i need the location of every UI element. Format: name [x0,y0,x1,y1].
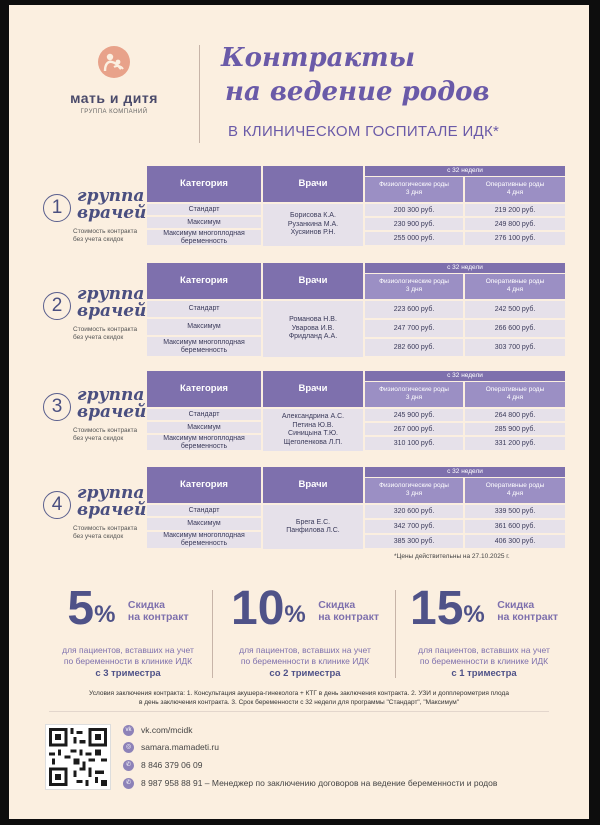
doctor-name: Синицына Т.Ю. [288,430,338,437]
doctor-name: Брега Е.С. [295,518,331,526]
group-title-line-2: врачей [77,301,147,321]
category-cell: Максимум [147,319,261,336]
contact-text[interactable]: samara.mamadeti.ru [141,742,219,752]
group-title-line-2: врачей [77,402,147,422]
category-cell: Стандарт [147,301,261,318]
header-doctors: Врачи [263,467,363,503]
price-operative: 276 100 руб. [465,232,565,246]
header-category: Категория [147,467,261,503]
doctor-name: Щеголенкова Л.П. [283,438,343,446]
logo-subtitle: ГРУППА КОМПАНИЙ [80,109,148,115]
category-cell: Максимум многоплодная беременность [147,337,261,357]
header-doctors: Врачи [263,166,363,202]
price-physiological: 267 000 руб. [365,423,463,436]
price-physiological: 230 900 руб. [365,218,463,231]
doctor-name: Фридланд А.А. [288,333,338,341]
header-since: с 32 недели [365,371,565,381]
footer-divider [49,711,549,712]
price-physiological: 245 900 руб. [365,409,463,422]
header-since: с 32 недели [365,467,565,477]
contract-conditions [49,689,549,707]
header-category: Категория [147,166,261,202]
group-note-line-2: без учета скидок [73,533,124,540]
discount-label-line-1: Скидка [127,599,165,611]
price-table-group-4 [147,467,565,549]
group-note [73,427,137,443]
discount-label [318,599,379,623]
price-physiological: 310 100 руб. [365,437,463,451]
price-operative: 249 800 руб. [465,218,565,231]
header-operative-text: Оперативные роды 4 дня [485,181,545,196]
group-number: 1 [43,194,71,222]
header-operative [465,177,565,202]
price-operative: 361 600 руб. [465,520,565,534]
discount-label [497,599,558,623]
discount-block-10 [220,582,390,679]
discount-value: 15 [410,582,464,635]
discount-text-line-1: для пациентов, вставших на учет [62,645,194,655]
discount-label [128,599,189,623]
category-cell: Стандарт [147,409,261,421]
qr-code[interactable] [45,724,111,790]
header-physiological [365,177,463,202]
price-operative: 242 500 руб. [465,301,565,319]
doctor-name: Борисова К.А. [290,212,336,220]
discount-description [220,645,390,667]
title-line-2: на ведение родов [225,77,490,107]
price-operative: 266 600 руб. [465,320,565,338]
category-cell: Стандарт [147,204,261,216]
price-operative: 285 900 руб. [465,423,565,436]
discount-label-line-2: на контракт [497,611,558,623]
page-subtitle: В КЛИНИЧЕСКОМ ГОСПИТАЛЕ ИДК* [228,123,500,140]
price-physiological: 255 000 руб. [365,232,463,246]
category-cell: Максимум многоплодная беременность [147,435,261,451]
conditions-line-1: Условия заключения контракта: 1. Консультация акушера-гинеколога + КТГ в день заключения контракта. 2. УЗИ и допплерометрия плода [89,690,509,697]
doctors-cell [263,301,363,357]
mother-child-logo-icon [97,45,131,79]
doctor-name: Рузанкина М.А. [287,220,339,228]
price-physiological: 282 600 руб. [365,339,463,357]
discount-block-15 [399,582,569,679]
category-cell: Максимум [147,217,261,229]
price-physiological: 385 300 руб. [365,535,463,549]
header-physiological-text: Физиологические роды 3 дня [379,482,449,497]
discount-block-5 [43,582,213,679]
header-operative [465,478,565,503]
category-cell: Максимум многоплодная беременность [147,230,261,246]
header-category: Категория [147,371,261,407]
contact-text[interactable]: 8 987 958 88 91 – Менеджер по заключению договоров на ведение беременности и родов [141,778,498,788]
header-operative [465,382,565,407]
header-doctors: Врачи [263,263,363,299]
discount-percent: % [94,601,116,628]
discount-label-line-2: на контракт [127,611,189,623]
group-note-line-1: Стоимость контракта [73,228,138,235]
prices-note: *Цены действительны на 27.10.2025 г. [394,553,510,560]
discount-percent: % [463,601,485,628]
price-table-group-2 [147,263,565,357]
conditions-line-2: в день заключения контракта. 3. Срок беременности с 32 недели для программы "Стандарт", "Максимум" [138,699,460,706]
title-line-1: Контракты [221,43,416,73]
header-operative-text: Оперативные роды 4 дня [485,482,545,497]
price-operative: 264 800 руб. [465,409,565,422]
discount-text-line-1: для пациентов, вставших на учет [239,645,371,655]
globe-icon: ◎ [123,742,134,753]
header-physiological-text: Физиологические роды 3 дня [379,278,449,293]
discount-divider [212,590,213,678]
discount-trimester: с 1 триместра [451,668,517,679]
price-operative: 331 200 руб. [465,437,565,451]
group-note-line-2: без учета скидок [73,334,124,341]
header-operative [465,274,565,299]
group-title [77,286,146,320]
discount-trimester: со 2 триместра [269,668,341,679]
group-title [77,485,146,519]
price-operative: 339 500 руб. [465,505,565,519]
doctor-name: Уварова И.В. [291,324,335,332]
group-note-line-1: Стоимость контракта [73,525,138,532]
price-physiological: 320 600 руб. [365,505,463,519]
discount-text-line-2: по беременности в клинике ИДК [63,656,193,666]
doctors-cell [263,204,363,246]
doctor-name: Романова Н.В. [289,316,337,324]
category-cell: Максимум многоплодная беременность [147,532,261,549]
doctors-cell [263,505,363,549]
group-note-line-1: Стоимость контракта [73,427,138,434]
group-note [73,228,137,244]
doctors-cell [263,409,363,451]
group-title-line-1: группа [77,483,145,503]
discount-label-line-1: Скидка [497,599,535,611]
brand-logo [64,45,164,115]
discount-trimester: с 3 триместра [95,668,161,679]
group-note [73,326,137,342]
doctor-name: Петина Ю.В. [292,421,334,429]
group-title-line-1: группа [77,186,145,206]
price-operative: 303 700 руб. [465,339,565,357]
header-physiological-text: Физиологические роды 3 дня [379,386,449,401]
category-cell: Максимум [147,422,261,434]
discount-text-line-1: для пациентов, вставших на учет [418,645,550,655]
group-number: 2 [43,292,71,320]
price-table-group-3 [147,371,565,451]
phone-icon: ✆ [123,778,134,789]
header-physiological-text: Физиологические роды 3 дня [379,181,449,196]
discount-label-line-1: Скидка [318,599,356,611]
category-cell: Максимум [147,518,261,531]
header-since: с 32 недели [365,263,565,273]
group-title-line-2: врачей [77,500,147,520]
group-title-line-1: группа [77,284,145,304]
discount-text-line-2: по беременности в клинике ИДК [240,656,370,666]
price-physiological: 223 600 руб. [365,301,463,319]
header-category: Категория [147,263,261,299]
discount-percent: % [284,601,306,628]
price-physiological: 342 700 руб. [365,520,463,534]
discount-value: 5 [67,582,95,635]
doctor-name: Александрина А.С. [281,413,345,420]
price-physiological: 247 700 руб. [365,320,463,338]
group-note-line-1: Стоимость контракта [73,326,138,333]
discount-divider [395,590,396,678]
vk-icon: vk [123,725,134,736]
group-number: 3 [43,393,71,421]
group-title-line-2: врачей [77,203,147,223]
header-physiological [365,274,463,299]
price-physiological: 200 300 руб. [365,204,463,217]
header-physiological [365,478,463,503]
brochure-page [9,5,589,819]
logo-name: мать и дитя [70,90,158,106]
price-table-group-1 [147,166,565,246]
phone-icon: ✆ [123,760,134,771]
discount-label-line-2: на контракт [318,611,379,623]
price-operative: 219 200 руб. [465,204,565,217]
header-since: с 32 недели [365,166,565,176]
discount-description [43,645,213,667]
header-divider [199,45,200,143]
price-operative: 406 300 руб. [465,535,565,549]
header-operative-text: Оперативные роды 4 дня [485,386,545,401]
discount-value: 10 [231,582,285,635]
contact-text[interactable]: vk.com/mcidk [141,725,193,735]
group-title-line-1: группа [77,385,145,405]
doctor-name: Хусяинов Р.Н. [290,229,336,237]
group-note [73,525,137,541]
header-physiological [365,382,463,407]
header-operative-text: Оперативные роды 4 дня [485,278,545,293]
discount-description [399,645,569,667]
category-cell: Стандарт [147,505,261,517]
doctor-name: Панфилова Л.С. [286,527,340,534]
group-note-line-2: без учета скидок [73,236,124,243]
header-doctors: Врачи [263,371,363,407]
group-title [77,188,146,222]
contact-text[interactable]: 8 846 379 06 09 [141,760,203,770]
group-number: 4 [43,491,71,519]
page-title [221,41,490,109]
group-note-line-2: без учета скидок [73,435,124,442]
discount-text-line-2: по беременности в клинике ИДК [419,656,549,666]
group-title [77,387,146,421]
